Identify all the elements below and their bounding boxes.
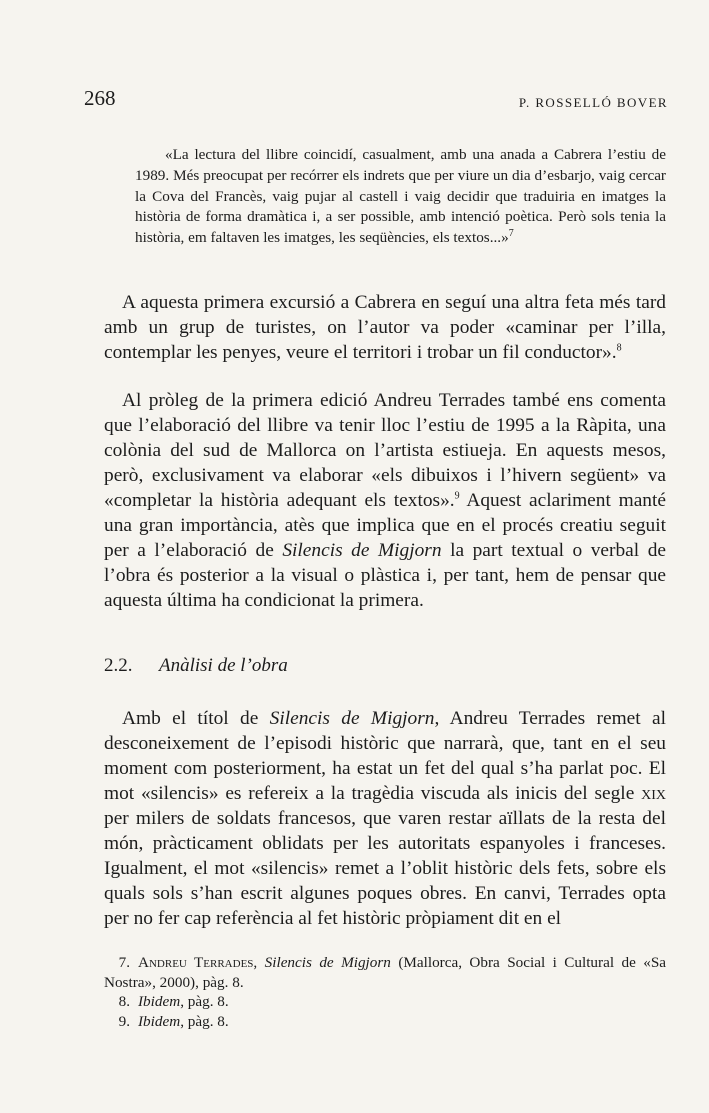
paragraph-text: Al pròleg de la primera edició Andreu Terrades també ens comenta que l’elaboració del llibre va tenir lloc l’estiu de 1995 a la Ràpita, una colònia del sud de Mallorca on l’artista estiueja. En aquests mesos, però, exclusivament va elaborar «els dibuixos i l’hivern següent» va «completar la història adequant els textos». <box>104 390 666 511</box>
footnote-text: , pàg. 8. <box>180 1012 229 1030</box>
paragraph <box>104 388 666 613</box>
footnote-number: 8. <box>118 993 130 1010</box>
section-number: 2.2. <box>104 655 133 676</box>
footnote-ref: 8 <box>616 342 622 354</box>
footnote <box>104 953 666 992</box>
footnote-author: Andreu Terrades <box>138 954 254 971</box>
paragraph-text: Aquest aclariment manté una gran importància, atès que implica que en el procés creatiu seguit per a l’elaboració de <box>104 490 666 561</box>
footnote-text: , <box>253 954 265 971</box>
page-number: 268 <box>84 86 116 110</box>
footnote-number: 9. <box>118 1012 130 1030</box>
footnote-title: Ibidem <box>138 993 181 1010</box>
paragraph-text: Amb el títol de <box>122 708 270 729</box>
running-head: P. ROSSELLÓ BOVER <box>518 95 668 110</box>
paragraph <box>104 706 666 931</box>
section-heading <box>104 655 288 677</box>
paragraph-text: , Andreu Terrades remet al desconeixement de l’episodi històric que narrarà, que, tant en el seu moment com posteriorment, ha estat un fet del qual s’ha parlat poc. El mot «silencis» es refereix a la tragèdia viscuda als inicis del segle <box>104 708 667 804</box>
book-title: Silencis de Migjorn <box>269 708 435 729</box>
footnote-ref: 7 <box>508 228 514 240</box>
footnote-text: (Mallorca, Obra Social i Cultural de «Sa Nostra», 2000), pàg. 8. <box>104 954 667 991</box>
footnotes <box>104 953 666 1031</box>
footnote-title: Silencis de Migjorn <box>264 954 391 971</box>
footnote <box>104 992 666 1012</box>
book-title: Silencis de Migjorn <box>282 540 442 561</box>
footnote-text: , pàg. 8. <box>180 993 229 1010</box>
footnote-number: 7. <box>118 954 130 971</box>
section-title: Anàlisi de l’obra <box>159 655 288 676</box>
block-quote <box>135 145 666 249</box>
paragraph <box>104 290 666 365</box>
paragraph-text: A aquesta primera excursió a Cabrera en seguí una altra feta més tard amb un grup de turistes, on l’autor va poder «caminar per l’illa, contemplar les penyes, veure el territori i trobar un fil conductor». <box>104 292 666 363</box>
paragraph-text: per milers de soldats francesos, que varen restar aïllats de la resta del món, pràcticament oblidats per les autoritats espanyoles i franceses. Igualment, el mot «silencis» remet a l’oblit històric dels fets, sobre els quals sols s’han escrit algunes poques obres. En canvi, Terrades opta per no fer cap referència al fet històric pròpiament dit en el <box>104 808 666 929</box>
paragraph-text: la part textual o verbal de l’obra és posterior a la visual o plàstica i, per tant, hem de pensar que aquesta última ha condicionat la primera. <box>104 540 666 611</box>
footnote-title: Ibidem <box>138 1012 181 1030</box>
quote-text: «La lectura del llibre coincidí, casualment, amb una anada a Cabrera l’estiu de 1989. Més preocupat per recórrer els indrets que per viure un dia d’esbarjo, vaig cercar la Cova del Francès, vaig pujar al castell i vaig decidir que traduiria en imatges la història de forma dramàtica i, a ser possible, amb intenció poètica. Però sols tenia la història, em faltaven les imatges, les seqüències, els textos...» <box>135 146 666 247</box>
century-numeral: xix <box>641 783 666 804</box>
footnote <box>104 1012 666 1032</box>
footnote-ref: 9 <box>454 490 460 502</box>
